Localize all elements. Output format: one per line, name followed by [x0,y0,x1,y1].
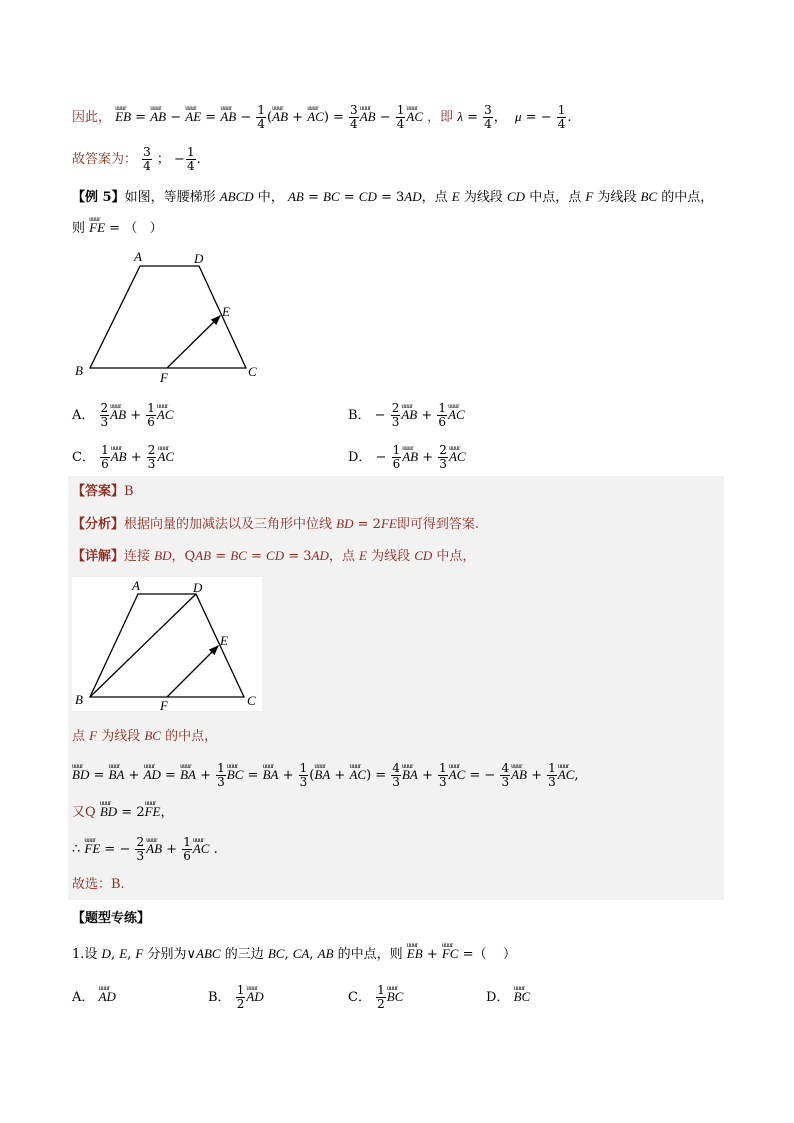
analysis-line: 【分析】根据向量的加减法以及三角形中位线 BD = 2FE即可得到答案. [72,516,479,532]
label-a-2: A [132,578,140,593]
answer-line: 【答案】B [72,484,134,499]
label-b: B [75,363,83,378]
choice-line: 故选：B. [72,877,125,892]
therefore-label: 因此， [72,110,112,125]
label-e: E [222,304,230,319]
eb-formula: uuur EB = uuur AB − uuur AE = uuur AB − $\frac{1}{4}$ (uuur AB + uuur AC) = $\frac{3}{4}$ uuur AB − $\frac{1}{4}$ uuur AC [115,110,427,125]
label-c-2: C [247,693,256,708]
detail-line5: ∴ uuur FE = − $\frac{2}{3}$ uuur AB + $\frac{1}{6}$ uuur AC . [72,836,218,863]
example5-line1: 【例 5】如图，等腰梯形 ABCD 中， AB = BC = CD = 3AD，点 E 为线段 CD 中点，点 F 为线段 BC 的中点， [72,189,714,205]
label-c: C [248,364,257,379]
option-b[interactable]: B． − $\frac{2}{3}$ uuur AB + $\frac{1}{6}$ uuur AC [348,402,465,429]
option-a[interactable]: A． $\frac{2}{3}$ uuur AB + $\frac{1}{6}$ uuur AC [72,402,174,429]
detail-line3: uuur BD = uuur BA + uuur AD = uuur BA + $\frac{1}{3}$ uuur BC = uuur BA + $\frac{1}{3}$ (uuur BA + uuur AC) = $\frac{4}{3}$ uuur BA + $\frac{1}{3}$ uuur AC = − $\frac{4}{3}$ uuur AB + $\frac{1}{3}$ uuur AC, [72,762,579,789]
prev-answer-line: 故答案为： $\frac{3}{4}$ ； − $\frac{1}{4}$ . [72,145,201,173]
q1-option-a[interactable]: A． uuur AD [72,988,116,1007]
option-c[interactable]: C． $\frac{1}{6}$ uuur AB + $\frac{2}{3}$ uuur AC [72,444,174,471]
solution-figure [72,577,264,713]
example5-tag: 【例 5】 [72,190,125,205]
detail-line2: 点 F 为线段 BC 的中点， [72,728,218,744]
vector-fe-arrow [167,316,220,368]
q1-option-d[interactable]: D． uuur BC [486,988,530,1007]
prev-therefore-line: 因此， uuur EB = uuur AB − uuur AE = uuur AB − $\frac{1}{4}$ (uuur AB + uuur AC) = $\frac{3}{4}$ uuur AB − $\frac{1}{4}$ uuur AC ，即 λ = $\frac{3}{4}$ ， μ = − $\frac{1}{4}$ . [72,104,572,131]
lambda-value: λ = $\frac{3}{4}$ ， [457,103,507,131]
option-d[interactable]: D． − $\frac{1}{6}$ uuur AB + $\frac{2}{3}$ uuur AC [348,444,466,471]
label-d-2: D [193,580,203,595]
label-d: D [194,251,204,266]
example5-line2: 则 uuur FE = （ ） [72,219,163,238]
detail-line1: 【详解】连接 BD，QAB = BC = CD = 3AD，点 E 为线段 CD 中点， [72,548,476,564]
segment-bd [90,594,196,697]
answer-value: B [124,484,134,499]
q1-option-b[interactable]: B． $\frac{1}{2}$ uuur AD [208,984,264,1011]
label-f: F [160,370,168,385]
label-b-2: B [75,692,83,707]
q1-option-c[interactable]: C． $\frac{1}{2}$ uuur BC [348,984,403,1011]
practice-q1: 1.设 D, E, F 分别为∨ABC 的三边 BC, CA, AB 的中点，则 uuur EB + uuur FC =（ ） [72,945,516,964]
detail-line4: 又Q uuur BD = 2uuur FE， [72,803,174,822]
label-a: A [134,249,142,264]
vector-fe-arrow-2 [167,646,218,697]
answer-label: 故答案为： [72,152,138,167]
mu-value: μ = − $\frac{1}{4}$ . [515,103,572,131]
trapezoid-figure [72,246,272,386]
practice-tag: 【题型专练】 [72,911,151,926]
label-e-2: E [220,633,228,648]
label-f-2: F [160,698,168,713]
